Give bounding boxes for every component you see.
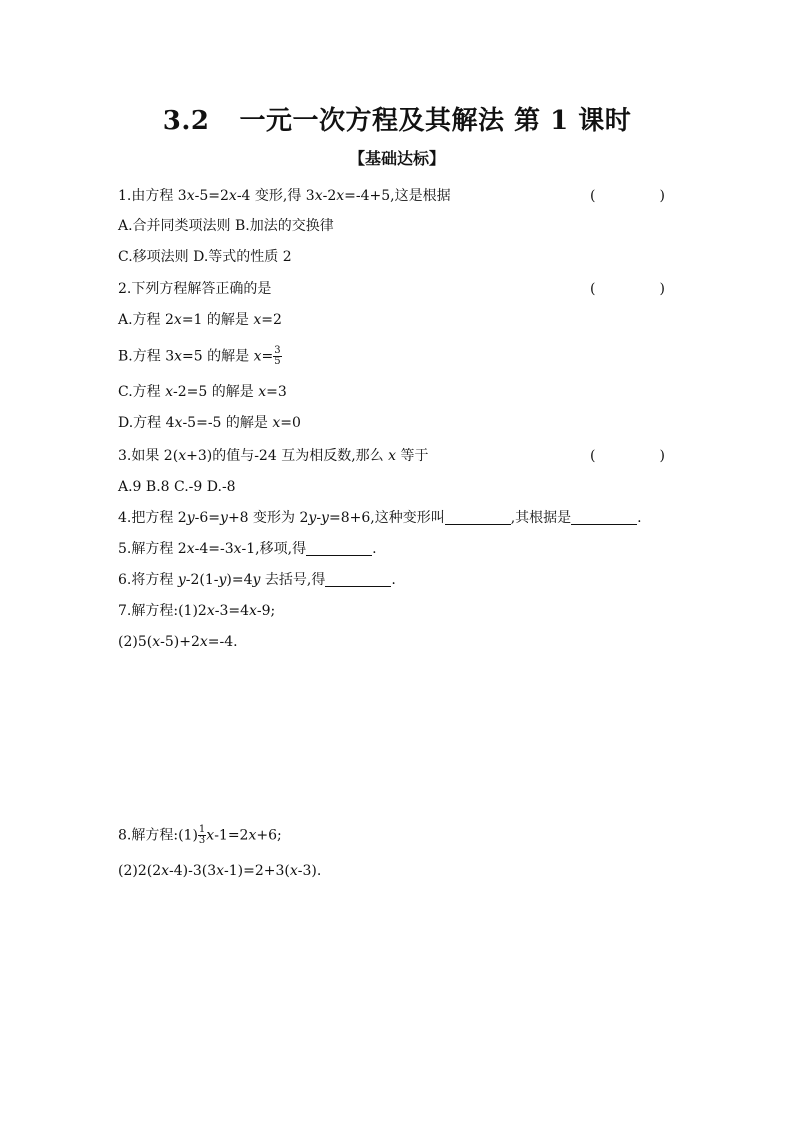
question-3-options: A.9 B.8 C.-9 D.-8	[118, 479, 236, 495]
question-2-option-b: B.方程 3x=5 的解是 x= $\frac{3}{5}$	[118, 345, 281, 367]
question-4: 4.把方程 2y-6=y+8 变形为 2y-y=8+6,这种变形叫 ,其根据是 .	[118, 510, 642, 526]
question-1-options-cd: C.移项法则 D.等式的性质 2	[118, 249, 292, 265]
question-1-options-ab: A.合并同类项法则 B.加法的交换律	[118, 218, 334, 234]
section-heading: 【基础达标】	[348, 149, 445, 168]
question-6: 6.将方程 y-2(1-y)=4y 去括号,得 .	[118, 572, 396, 588]
question-2-option-c: C.方程 x-2=5 的解是 x=3	[118, 384, 287, 400]
question-2-option-a: A.方程 2x=1 的解是 x=2	[118, 312, 282, 328]
fill-blank-6[interactable]	[325, 572, 391, 587]
title-text: 一元一次方程及其解法 第 1 课时	[239, 106, 632, 136]
question-5: 5.解方程 2x-4=-3x-1,移项,得 .	[118, 541, 377, 557]
question-8-part-1: 8.解方程:(1) $\frac{1}{3}$ x-1=2x+6;	[118, 824, 282, 846]
fill-blank-5[interactable]	[306, 541, 372, 556]
question-8-part-2: (2)2(2x-4)-3(3x-1)=2+3(x-3).	[118, 863, 322, 879]
answer-bracket-1[interactable]: ( )	[590, 188, 665, 204]
fraction-one-third: $\frac{1}{3}$	[198, 824, 206, 846]
fraction-three-fifths: $\frac{3}{5}$	[274, 345, 281, 367]
fill-blank-4b[interactable]	[571, 510, 637, 525]
question-7-part-1: 7.解方程:(1)2x-3=4x-9;	[118, 603, 276, 619]
question-3-stem: 3.如果 2(x+3)的值与-24 互为相反数,那么 x 等于	[118, 448, 429, 464]
answer-bracket-2[interactable]: ( )	[590, 281, 665, 297]
question-7-part-2: (2)5(x-5)+2x=-4.	[118, 634, 238, 650]
question-2-option-d: D.方程 4x-5=-5 的解是 x=0	[118, 415, 301, 431]
page-title	[0, 100, 794, 137]
question-1-stem: 1.由方程 3x-5=2x-4 变形,得 3x-2x=-4+5,这是根据	[118, 188, 451, 204]
question-2-stem: 2.下列方程解答正确的是	[118, 281, 272, 297]
fill-blank-4a[interactable]	[445, 510, 511, 525]
answer-bracket-3[interactable]: ( )	[590, 448, 665, 464]
title-number: 3.2	[162, 106, 210, 136]
